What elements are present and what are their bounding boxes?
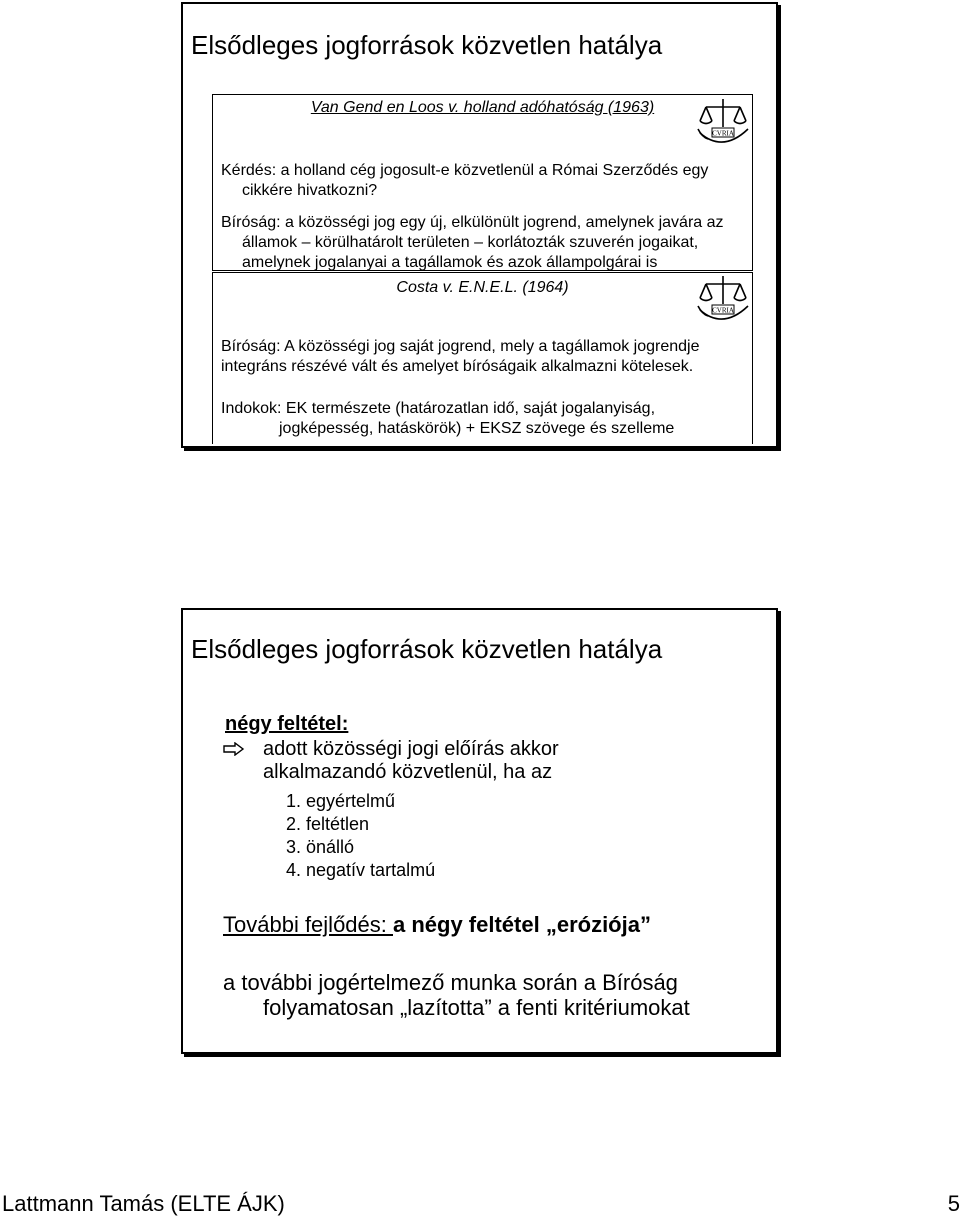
- case-question: Kérdés: a holland cég jogosult-e közvetlenül a Római Szerződés egy cikkére hivatkozni?: [221, 162, 709, 199]
- list-item: 3. önálló: [286, 837, 355, 857]
- slide-title: Elsődleges jogforrások közvetlen hatálya: [191, 634, 663, 664]
- case-box-costa: [212, 272, 753, 444]
- conditions-list: [286, 790, 435, 882]
- list-item: 1. egyértelmű: [286, 791, 396, 811]
- process-text: [223, 970, 763, 1020]
- curia-seal-icon: [692, 270, 754, 332]
- slide-title: Elsődleges jogforrások közvetlen hatálya: [191, 30, 663, 60]
- footer-author: Lattmann Tamás (ELTE ÁJK): [2, 1191, 285, 1216]
- further-prefix: További fejlődés:: [223, 912, 393, 937]
- process-line-1: a további jogértelmező munka során a Bíróság: [223, 970, 678, 995]
- case-heading: Costa v. E.N.E.L. (1964): [396, 279, 569, 296]
- case-reasons: Indokok: EK természete (határozatlan idő, saját jogalanyiság, jogképesség, hatáskörök) + EKSZ szövege és szelleme: [221, 400, 675, 437]
- svg-text:CVRIA: CVRIA: [712, 129, 734, 138]
- further-bold: a négy feltétel „eróziója”: [393, 912, 651, 937]
- case-heading: Van Gend en Loos v. holland adóhatóság (1963): [310, 99, 655, 116]
- case-box-van-gend: [212, 94, 753, 271]
- slide-2: [181, 608, 778, 1054]
- case-holding: Bíróság: A közösségi jog saját jogrend, mely a tagállamok jogrendje integráns részévé vált és amelyet bíróságaik alkalmazni kötelesek.: [221, 338, 700, 375]
- bullet-text: adott közösségi jogi előírás akkor alkalmazandó közvetlenül, ha az: [263, 738, 559, 783]
- further-development: [223, 912, 651, 938]
- list-item: 4. negatív tartalmú: [286, 860, 436, 880]
- curia-seal-icon: [692, 93, 754, 155]
- list-item: 2. feltétlen: [286, 814, 370, 834]
- process-line-2: folyamatosan „lazította” a fenti kritériumokat: [263, 995, 690, 1020]
- slide-1: [181, 2, 778, 448]
- page-number: 5: [947, 1191, 960, 1216]
- svg-text:CVRIA: CVRIA: [712, 306, 734, 315]
- case-holding: Bíróság: a közösségi jog egy új, elkülönült jogrend, amelynek javára az államok – körülhatárolt területen – korlátozták szuverén jogaikat, amelynek jogalanyai a tagállamok és azok állampolgárai is: [221, 214, 724, 271]
- conditions-label: négy feltétel:: [225, 713, 349, 735]
- arrow-right-icon: [223, 742, 245, 756]
